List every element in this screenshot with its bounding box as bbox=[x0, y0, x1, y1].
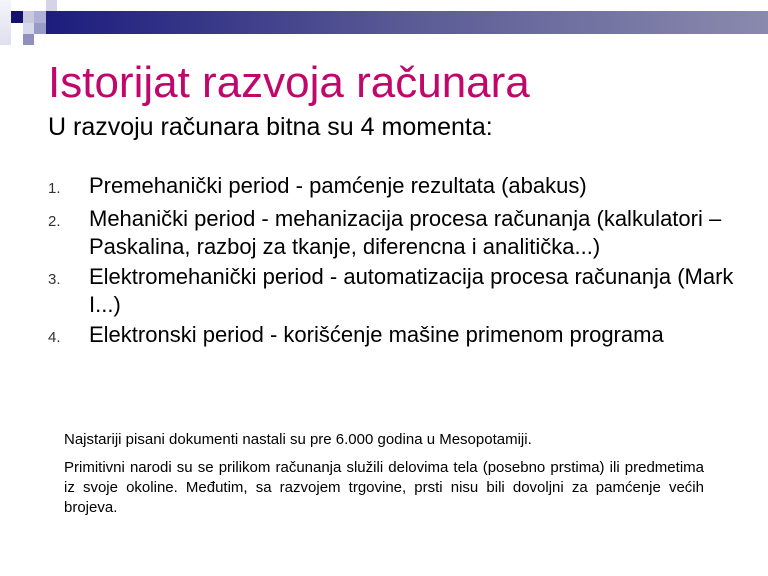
list-item bbox=[48, 172, 738, 203]
decor-square bbox=[46, 0, 57, 11]
list-item bbox=[48, 321, 738, 352]
list-number: 1. bbox=[48, 180, 61, 197]
list-number: 2. bbox=[48, 213, 61, 230]
decor-square bbox=[23, 23, 34, 34]
slide-title: Istorijat razvoja računara bbox=[48, 58, 530, 107]
list-text: Elektromehanički period - automatizacija procesa računanja (Mark I...) bbox=[89, 264, 734, 317]
decor-square bbox=[23, 34, 34, 45]
numbered-list bbox=[48, 172, 738, 354]
header-bar bbox=[46, 11, 768, 34]
list-number: 3. bbox=[48, 271, 61, 288]
slide-subtitle: U razvoju računara bitna su 4 momenta: bbox=[48, 113, 493, 141]
list-item bbox=[48, 205, 738, 261]
list-text: Premehanički period - pamćenje rezultata (abakus) bbox=[89, 173, 587, 198]
decor-square bbox=[34, 23, 46, 34]
decor-square bbox=[23, 11, 34, 23]
list-text: Elektronski period - korišćenje mašine primenom programa bbox=[89, 322, 664, 347]
list-text: Mehanički period - mehanizacija procesa računanja (kalkulatori – Paskalina, razboj za tkanje, diferencna i analitička...) bbox=[89, 206, 722, 259]
note-paragraph: Primitivni narodi su se prilikom računanja služili delovima tela (posebno prstima) ili predmetima iz svoje okoline. Međutim, sa razvojem trgovine, prsti nisu bili dovoljni za pamćenje većih brojeva. bbox=[64, 459, 704, 516]
list-number: 4. bbox=[48, 329, 61, 346]
decor-square bbox=[11, 11, 23, 23]
notes-block bbox=[64, 430, 704, 526]
note-paragraph: Najstariji pisani dokumenti nastali su pre 6.000 godina u Mesopotamiji. bbox=[64, 431, 532, 448]
decor-square bbox=[0, 0, 11, 45]
list-item bbox=[48, 263, 738, 319]
decor-square bbox=[34, 11, 46, 23]
